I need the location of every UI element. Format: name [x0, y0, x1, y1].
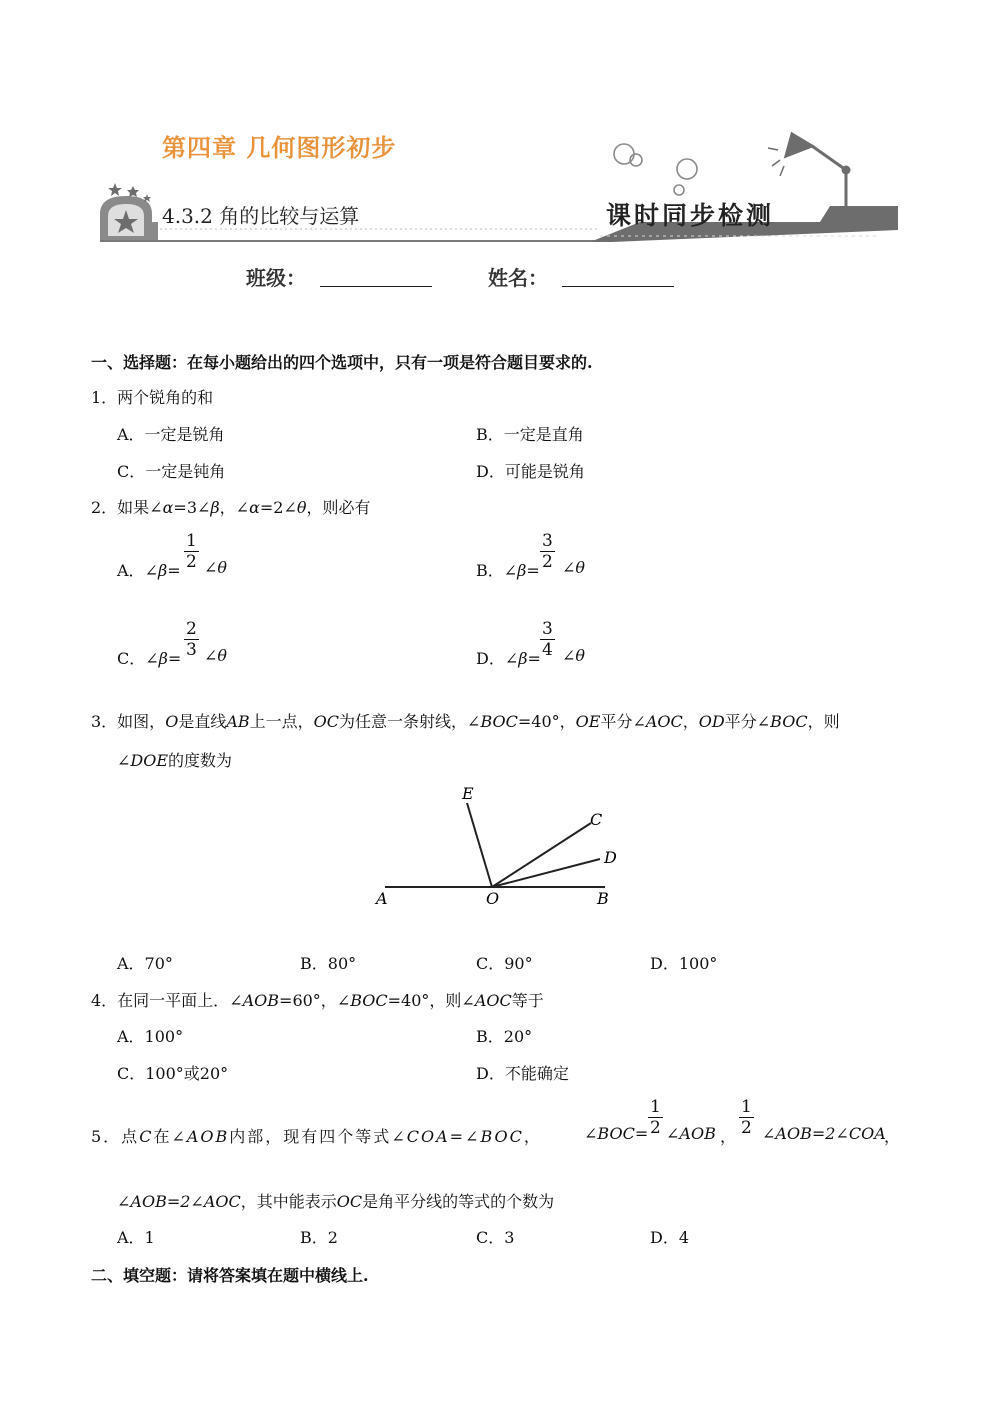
q5-option-c[interactable]: C．3 — [476, 1228, 515, 1247]
q5-stem-line1-a: 5．点C在∠AOB内部，现有四个等式∠COA=∠BOC， — [91, 1127, 542, 1146]
label-d: D — [604, 848, 617, 867]
ray-oc — [492, 823, 591, 887]
bubbles-decoration — [614, 144, 697, 195]
q5-fraction-2: $\frac{1}{2}$ — [741, 1097, 752, 1138]
q2-option-c-rhs: ∠θ — [204, 646, 228, 665]
q4-stem: 4．在同一平面上．∠AOB=60°，∠BOC=40°，则∠AOC等于 — [91, 991, 544, 1010]
label-b: B — [597, 889, 609, 908]
q2-option-d-rhs: ∠θ — [562, 646, 586, 665]
q1-option-b[interactable]: B．一定是直角 — [476, 425, 584, 444]
ray-od — [492, 859, 600, 887]
q2-option-b-fraction: $\frac{3}{2}$ — [542, 531, 553, 572]
q5-eq3: ∠AOB=2∠COA — [762, 1124, 886, 1143]
chapter-title: 第四章 几何图形初步 — [162, 133, 397, 162]
q2-option-b[interactable]: B．∠β= — [476, 561, 540, 580]
q5-eq2-rhs: ∠AOB — [666, 1124, 716, 1143]
q5-fraction-1: $\frac{1}{2}$ — [650, 1097, 661, 1138]
q2-option-a-fraction: $\frac{1}{2}$ — [186, 531, 197, 572]
label-e: E — [462, 784, 474, 803]
q2-option-d-fraction: $\frac{3}{4}$ — [542, 619, 553, 660]
class-field[interactable] — [320, 286, 432, 287]
q4-option-a[interactable]: A．100° — [117, 1027, 184, 1046]
q3-stem-line2: ∠DOE的度数为 — [117, 751, 233, 770]
part2-heading: 二、填空题：请将答案填在题中横线上. — [91, 1266, 369, 1285]
q2-option-a[interactable]: A．∠β= — [117, 561, 181, 580]
q1-stem: 1．两个锐角的和 — [91, 388, 214, 407]
q3-stem-line1: 3．如图，O是直线AB上一点，OC为任意一条射线，∠BOC=40°，OE平分∠AOC，OD平分∠BOC，则 — [91, 712, 840, 731]
q2-option-b-rhs: ∠θ — [562, 558, 586, 577]
q3-option-a[interactable]: A．70° — [117, 954, 173, 973]
label-a: A — [376, 889, 388, 908]
q5-option-b[interactable]: B．2 — [300, 1228, 338, 1247]
q1-option-d[interactable]: D．可能是锐角 — [476, 462, 585, 481]
name-field[interactable] — [562, 286, 674, 287]
section-title: 4.3.2 角的比较与运算 — [162, 204, 360, 228]
label-c: C — [590, 810, 603, 829]
q2-option-c[interactable]: C．∠β= — [117, 649, 182, 668]
q5-option-a[interactable]: A．1 — [117, 1228, 155, 1247]
q5-comma-2: ， — [720, 1127, 737, 1146]
q5-stem-line2: ∠AOB=2∠AOC，其中能表示OC是角平分线的等式的个数为 — [117, 1192, 555, 1211]
brand-title: 课时同步检测 — [606, 201, 775, 230]
part1-heading: 一、选择题：在每小题给出的四个选项中，只有一项是符合题目要求的. — [91, 353, 593, 372]
header-banner-graphic — [0, 0, 993, 250]
q3-option-c[interactable]: C．90° — [476, 954, 533, 973]
q2-option-c-fraction: $\frac{2}{3}$ — [186, 619, 197, 660]
q1-option-a[interactable]: A．一定是锐角 — [117, 425, 225, 444]
name-label: 姓名： — [488, 266, 548, 290]
label-o: O — [486, 889, 500, 908]
q1-option-c[interactable]: C．一定是钝角 — [117, 462, 226, 481]
q4-option-c[interactable]: C．100°或20° — [117, 1064, 229, 1083]
q3-option-b[interactable]: B．80° — [300, 954, 357, 973]
class-label: 班级： — [246, 266, 306, 290]
q5-comma-3: ， — [884, 1127, 901, 1146]
q2-option-a-rhs: ∠θ — [204, 558, 228, 577]
q5-eq2-lhs: ∠BOC= — [584, 1124, 649, 1143]
q3-figure — [360, 775, 640, 915]
star-badge-icon — [100, 183, 158, 240]
q5-option-d[interactable]: D．4 — [650, 1228, 690, 1247]
q2-option-d[interactable]: D．∠β= — [476, 649, 541, 668]
q2-stem: 2．如果∠α=3∠β，∠α=2∠θ，则必有 — [91, 498, 371, 517]
q4-option-d[interactable]: D．不能确定 — [476, 1064, 569, 1083]
q4-option-b[interactable]: B．20° — [476, 1027, 533, 1046]
q3-option-d[interactable]: D．100° — [650, 954, 718, 973]
desk-lamp-icon — [768, 134, 849, 206]
ray-oe — [467, 803, 492, 887]
